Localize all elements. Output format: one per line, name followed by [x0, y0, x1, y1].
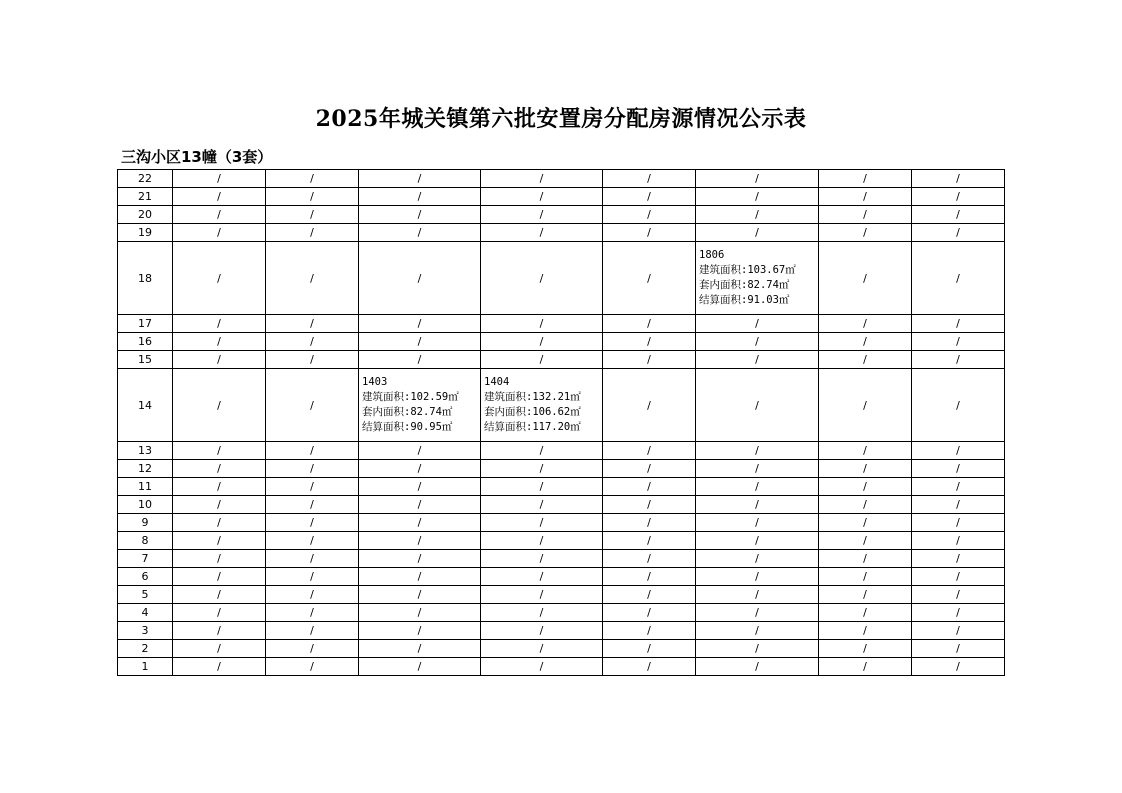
empty-unit-cell: /	[696, 206, 819, 224]
empty-unit-cell: /	[359, 622, 481, 640]
empty-unit-cell: /	[173, 622, 266, 640]
empty-unit-cell: /	[266, 658, 359, 676]
empty-unit-cell: /	[481, 351, 603, 369]
empty-unit-cell: /	[481, 224, 603, 242]
unit-area-settle: 结算面积:117.20㎡	[484, 421, 581, 433]
empty-unit-cell: /	[696, 640, 819, 658]
floor-number: 17	[118, 315, 173, 333]
unit-area-inner: 套内面积:82.74㎡	[362, 406, 453, 418]
unit-area-settle: 结算面积:90.95㎡	[362, 421, 453, 433]
empty-unit-cell: /	[359, 224, 481, 242]
empty-unit-cell: /	[481, 514, 603, 532]
floor-number: 1	[118, 658, 173, 676]
empty-unit-cell: /	[603, 442, 696, 460]
empty-unit-cell: /	[173, 496, 266, 514]
empty-unit-cell: /	[696, 604, 819, 622]
empty-unit-cell: /	[266, 369, 359, 442]
empty-unit-cell: /	[481, 315, 603, 333]
empty-unit-cell: /	[173, 315, 266, 333]
empty-unit-cell: /	[603, 586, 696, 604]
empty-unit-cell: /	[266, 170, 359, 188]
empty-unit-cell: /	[819, 550, 912, 568]
empty-unit-cell: /	[912, 442, 1005, 460]
empty-unit-cell: /	[481, 460, 603, 478]
empty-unit-cell: /	[603, 658, 696, 676]
floor-number: 11	[118, 478, 173, 496]
empty-unit-cell: /	[481, 170, 603, 188]
empty-unit-cell: /	[481, 586, 603, 604]
empty-unit-cell: /	[266, 224, 359, 242]
unit-area-settle: 结算面积:91.03㎡	[699, 294, 790, 306]
unit-area-inner: 套内面积:106.62㎡	[484, 406, 581, 418]
empty-unit-cell: /	[173, 532, 266, 550]
empty-unit-cell: /	[266, 351, 359, 369]
empty-unit-cell: /	[819, 315, 912, 333]
unit-area-build: 建筑面积:102.59㎡	[362, 391, 459, 403]
empty-unit-cell: /	[359, 188, 481, 206]
empty-unit-cell: /	[912, 188, 1005, 206]
floor-number: 20	[118, 206, 173, 224]
empty-unit-cell: /	[819, 188, 912, 206]
empty-unit-cell: /	[603, 496, 696, 514]
empty-unit-cell: /	[481, 622, 603, 640]
floor-number: 3	[118, 622, 173, 640]
floor-number: 15	[118, 351, 173, 369]
empty-unit-cell: /	[819, 604, 912, 622]
empty-unit-cell: /	[266, 460, 359, 478]
floor-number: 9	[118, 514, 173, 532]
empty-unit-cell: /	[481, 658, 603, 676]
floor-number: 18	[118, 242, 173, 315]
empty-unit-cell: /	[603, 568, 696, 586]
empty-unit-cell: /	[912, 622, 1005, 640]
floor-number: 4	[118, 604, 173, 622]
empty-unit-cell: /	[912, 333, 1005, 351]
empty-unit-cell: /	[266, 640, 359, 658]
empty-unit-cell: /	[912, 604, 1005, 622]
empty-unit-cell: /	[481, 478, 603, 496]
empty-unit-cell: /	[173, 170, 266, 188]
table-row	[118, 514, 1005, 532]
table-row	[118, 532, 1005, 550]
empty-unit-cell: /	[481, 188, 603, 206]
empty-unit-cell: /	[819, 622, 912, 640]
empty-unit-cell: /	[359, 442, 481, 460]
empty-unit-cell: /	[603, 532, 696, 550]
empty-unit-cell: /	[696, 532, 819, 550]
table-row	[118, 550, 1005, 568]
floor-number: 14	[118, 369, 173, 442]
empty-unit-cell: /	[266, 622, 359, 640]
empty-unit-cell: /	[912, 206, 1005, 224]
empty-unit-cell: /	[359, 604, 481, 622]
empty-unit-cell: /	[603, 514, 696, 532]
table-row	[118, 170, 1005, 188]
empty-unit-cell: /	[359, 460, 481, 478]
empty-unit-cell: /	[359, 514, 481, 532]
empty-unit-cell: /	[696, 188, 819, 206]
empty-unit-cell: /	[481, 333, 603, 351]
unit-cell	[359, 369, 481, 442]
empty-unit-cell: /	[359, 532, 481, 550]
empty-unit-cell: /	[819, 568, 912, 586]
empty-unit-cell: /	[359, 242, 481, 315]
empty-unit-cell: /	[359, 170, 481, 188]
empty-unit-cell: /	[173, 242, 266, 315]
empty-unit-cell: /	[266, 496, 359, 514]
empty-unit-cell: /	[819, 224, 912, 242]
floor-number: 8	[118, 532, 173, 550]
empty-unit-cell: /	[481, 442, 603, 460]
table-row	[118, 242, 1005, 315]
empty-unit-cell: /	[603, 224, 696, 242]
empty-unit-cell: /	[696, 496, 819, 514]
empty-unit-cell: /	[819, 170, 912, 188]
empty-unit-cell: /	[912, 640, 1005, 658]
empty-unit-cell: /	[173, 568, 266, 586]
empty-unit-cell: /	[912, 532, 1005, 550]
unit-number: 1403	[362, 376, 388, 388]
empty-unit-cell: /	[266, 315, 359, 333]
empty-unit-cell: /	[359, 568, 481, 586]
table-row	[118, 460, 1005, 478]
unit-number: 1404	[484, 376, 510, 388]
empty-unit-cell: /	[819, 460, 912, 478]
floor-number: 19	[118, 224, 173, 242]
empty-unit-cell: /	[696, 351, 819, 369]
empty-unit-cell: /	[173, 586, 266, 604]
unit-cell	[481, 369, 603, 442]
empty-unit-cell: /	[696, 224, 819, 242]
empty-unit-cell: /	[359, 496, 481, 514]
empty-unit-cell: /	[819, 242, 912, 315]
empty-unit-cell: /	[819, 586, 912, 604]
empty-unit-cell: /	[481, 568, 603, 586]
empty-unit-cell: /	[359, 640, 481, 658]
empty-unit-cell: /	[173, 514, 266, 532]
empty-unit-cell: /	[603, 333, 696, 351]
empty-unit-cell: /	[912, 224, 1005, 242]
empty-unit-cell: /	[603, 369, 696, 442]
empty-unit-cell: /	[266, 242, 359, 315]
empty-unit-cell: /	[696, 622, 819, 640]
table-row	[118, 478, 1005, 496]
empty-unit-cell: /	[819, 333, 912, 351]
empty-unit-cell: /	[819, 442, 912, 460]
empty-unit-cell: /	[359, 478, 481, 496]
empty-unit-cell: /	[819, 658, 912, 676]
empty-unit-cell: /	[173, 369, 266, 442]
empty-unit-cell: /	[266, 442, 359, 460]
table-row	[118, 206, 1005, 224]
empty-unit-cell: /	[481, 640, 603, 658]
empty-unit-cell: /	[696, 550, 819, 568]
empty-unit-cell: /	[603, 622, 696, 640]
empty-unit-cell: /	[603, 460, 696, 478]
empty-unit-cell: /	[173, 188, 266, 206]
empty-unit-cell: /	[359, 351, 481, 369]
empty-unit-cell: /	[266, 568, 359, 586]
table-body	[118, 170, 1005, 676]
table-row	[118, 586, 1005, 604]
table-row	[118, 224, 1005, 242]
table-row	[118, 568, 1005, 586]
empty-unit-cell: /	[696, 369, 819, 442]
table-row	[118, 496, 1005, 514]
empty-unit-cell: /	[819, 351, 912, 369]
unit-area-build: 建筑面积:132.21㎡	[484, 391, 581, 403]
empty-unit-cell: /	[696, 478, 819, 496]
empty-unit-cell: /	[603, 550, 696, 568]
empty-unit-cell: /	[696, 586, 819, 604]
empty-unit-cell: /	[266, 206, 359, 224]
section-subtitle: 三沟小区13幢（3套）	[121, 148, 273, 166]
floor-number: 10	[118, 496, 173, 514]
empty-unit-cell: /	[359, 206, 481, 224]
empty-unit-cell: /	[912, 460, 1005, 478]
table-row	[118, 640, 1005, 658]
empty-unit-cell: /	[173, 224, 266, 242]
table-row	[118, 622, 1005, 640]
empty-unit-cell: /	[696, 568, 819, 586]
table-row	[118, 315, 1005, 333]
empty-unit-cell: /	[603, 206, 696, 224]
empty-unit-cell: /	[481, 206, 603, 224]
empty-unit-cell: /	[359, 550, 481, 568]
empty-unit-cell: /	[359, 586, 481, 604]
empty-unit-cell: /	[819, 369, 912, 442]
floor-number: 6	[118, 568, 173, 586]
table-row	[118, 604, 1005, 622]
empty-unit-cell: /	[173, 460, 266, 478]
empty-unit-cell: /	[266, 550, 359, 568]
empty-unit-cell: /	[266, 604, 359, 622]
page-title: 2025年城关镇第六批安置房分配房源情况公示表	[315, 106, 807, 132]
table-row	[118, 333, 1005, 351]
empty-unit-cell: /	[912, 170, 1005, 188]
empty-unit-cell: /	[819, 496, 912, 514]
empty-unit-cell: /	[173, 640, 266, 658]
floor-number: 7	[118, 550, 173, 568]
floor-number: 13	[118, 442, 173, 460]
empty-unit-cell: /	[173, 478, 266, 496]
empty-unit-cell: /	[696, 442, 819, 460]
empty-unit-cell: /	[912, 242, 1005, 315]
empty-unit-cell: /	[819, 532, 912, 550]
empty-unit-cell: /	[696, 333, 819, 351]
floor-number: 2	[118, 640, 173, 658]
floor-number: 5	[118, 586, 173, 604]
unit-area-build: 建筑面积:103.67㎡	[699, 264, 796, 276]
table-row	[118, 351, 1005, 369]
empty-unit-cell: /	[696, 460, 819, 478]
empty-unit-cell: /	[359, 315, 481, 333]
empty-unit-cell: /	[603, 242, 696, 315]
empty-unit-cell: /	[481, 550, 603, 568]
floor-number: 12	[118, 460, 173, 478]
empty-unit-cell: /	[481, 532, 603, 550]
empty-unit-cell: /	[696, 315, 819, 333]
empty-unit-cell: /	[266, 586, 359, 604]
empty-unit-cell: /	[173, 550, 266, 568]
empty-unit-cell: /	[266, 532, 359, 550]
unit-number: 1806	[699, 249, 725, 261]
empty-unit-cell: /	[266, 333, 359, 351]
empty-unit-cell: /	[481, 604, 603, 622]
unit-cell	[696, 242, 819, 315]
empty-unit-cell: /	[912, 550, 1005, 568]
empty-unit-cell: /	[819, 206, 912, 224]
empty-unit-cell: /	[173, 442, 266, 460]
empty-unit-cell: /	[266, 478, 359, 496]
empty-unit-cell: /	[173, 351, 266, 369]
empty-unit-cell: /	[912, 478, 1005, 496]
empty-unit-cell: /	[173, 604, 266, 622]
table-row	[118, 442, 1005, 460]
empty-unit-cell: /	[173, 658, 266, 676]
empty-unit-cell: /	[266, 514, 359, 532]
empty-unit-cell: /	[912, 568, 1005, 586]
unit-area-inner: 套内面积:82.74㎡	[699, 279, 790, 291]
empty-unit-cell: /	[603, 604, 696, 622]
empty-unit-cell: /	[819, 640, 912, 658]
empty-unit-cell: /	[912, 586, 1005, 604]
empty-unit-cell: /	[819, 478, 912, 496]
empty-unit-cell: /	[696, 170, 819, 188]
empty-unit-cell: /	[481, 496, 603, 514]
empty-unit-cell: /	[603, 315, 696, 333]
empty-unit-cell: /	[696, 658, 819, 676]
empty-unit-cell: /	[359, 658, 481, 676]
empty-unit-cell: /	[912, 514, 1005, 532]
empty-unit-cell: /	[359, 333, 481, 351]
table-row	[118, 369, 1005, 442]
empty-unit-cell: /	[912, 658, 1005, 676]
empty-unit-cell: /	[603, 351, 696, 369]
table-row	[118, 658, 1005, 676]
empty-unit-cell: /	[912, 369, 1005, 442]
floor-number: 22	[118, 170, 173, 188]
empty-unit-cell: /	[266, 188, 359, 206]
empty-unit-cell: /	[912, 315, 1005, 333]
floor-number: 21	[118, 188, 173, 206]
empty-unit-cell: /	[912, 351, 1005, 369]
empty-unit-cell: /	[603, 188, 696, 206]
empty-unit-cell: /	[173, 206, 266, 224]
empty-unit-cell: /	[603, 170, 696, 188]
empty-unit-cell: /	[603, 478, 696, 496]
empty-unit-cell: /	[696, 514, 819, 532]
empty-unit-cell: /	[912, 496, 1005, 514]
empty-unit-cell: /	[603, 640, 696, 658]
empty-unit-cell: /	[173, 333, 266, 351]
floor-number: 16	[118, 333, 173, 351]
table-row	[118, 188, 1005, 206]
empty-unit-cell: /	[819, 514, 912, 532]
housing-allocation-table	[117, 169, 1005, 676]
empty-unit-cell: /	[481, 242, 603, 315]
